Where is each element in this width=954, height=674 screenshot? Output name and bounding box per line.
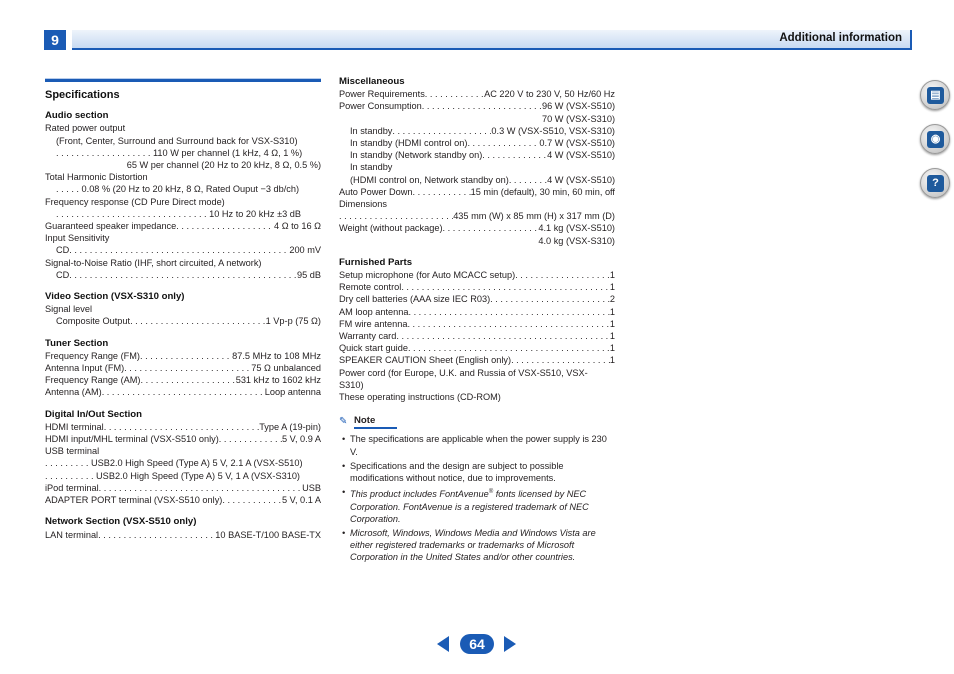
furnished-parts-heading: Furnished Parts [339, 256, 413, 268]
section-rule [45, 78, 321, 82]
spec-line: . . . . . . . . . . USB2.0 High Speed (Type A) 5 V, 1 A (VSX-S310) [45, 470, 300, 481]
spec-row: CD . . . 200 mV [45, 244, 321, 256]
receiver-icon[interactable]: ◉ [920, 124, 950, 154]
spec-row: HDMI input/MHL terminal (VSX-S510 only) . . . 5 V, 0.9 A [45, 433, 321, 445]
part-row: Remote control . . . 1 [339, 281, 615, 293]
part-row: Dry cell batteries (AAA size IEC R03) . . . 2 [339, 293, 615, 305]
network-section-heading: Network Section (VSX-S510 only) [45, 516, 197, 528]
spec-line: . . . . . . . . . . . . . . . . . . . 110 W per channel (1 kHz, 4 Ω, 1 %) [56, 147, 303, 158]
note-header [339, 415, 615, 429]
spec-row: Weight (without package) . . . 4.1 kg (VSX-S510) [339, 222, 615, 234]
spec-row: Power Consumption . . . 96 W (VSX-S510) [339, 100, 615, 112]
spec-line: 4.0 kg (VSX-S310) [538, 235, 615, 246]
part-row: SPEAKER CAUTION Sheet (English only) . . . 1 [339, 354, 615, 366]
header-title: Additional information [779, 32, 902, 44]
spec-line: USB terminal [45, 446, 100, 457]
contents-book-icon[interactable]: ▤ [920, 80, 950, 110]
spec-line: Frequency response (CD Pure Direct mode) [45, 196, 225, 207]
spec-row: In standby (Network standby on) . . . 4 W (VSX-S510) [339, 149, 615, 161]
part-row: Setup microphone (for Auto MCACC setup) . . . 1 [339, 269, 615, 281]
spec-line: Total Harmonic Distortion [45, 172, 148, 183]
spec-line: Rated power output [45, 123, 126, 134]
next-page-arrow-icon[interactable] [504, 636, 516, 652]
spec-row: . . . 435 mm (W) x 85 mm (H) x 317 mm (D) [339, 210, 615, 222]
spec-row: LAN terminal . . . 10 BASE-T/100 BASE-TX [45, 529, 321, 541]
chapter-number: 9 [44, 30, 66, 50]
digital-section-heading: Digital In/Out Section [45, 408, 143, 420]
part-row: Warranty card . . . 1 [339, 330, 615, 342]
spec-row: HDMI terminal . . . Type A (19-pin) [45, 421, 321, 433]
note-item: • Specifications and the design are subject to possible modifications without notice, due to improvements. [342, 460, 564, 484]
spec-row: Frequency Range (AM) . . . 531 kHz to 1602 kHz [45, 374, 321, 386]
spec-row: ADAPTER PORT terminal (VSX-S510 only) . . . 5 V, 0.1 A [45, 494, 321, 506]
pencil-icon: ✎ [339, 416, 348, 428]
spec-row: In standby . . . 0.3 W (VSX-S510, VSX-S310) [339, 125, 615, 137]
spec-line: Input Sensitivity [45, 233, 110, 244]
spec-line: 70 W (VSX-S310) [541, 113, 615, 124]
spec-line: In standby [350, 162, 393, 173]
left-column [45, 78, 321, 541]
spec-line: Power cord (for Europe, U.K. and Russia of VSX-S510, VSX- [339, 367, 588, 378]
spec-line: . . . . . 0.08 % (20 Hz to 20 kHz, 8 Ω, Rated Ouput −3 db/ch) [56, 184, 300, 195]
spec-row: Antenna (AM) . . . Loop antenna [45, 386, 321, 398]
part-row: FM wire antenna . . . 1 [339, 318, 615, 330]
header-band [72, 30, 912, 50]
remote-help-icon[interactable]: ? [920, 168, 950, 198]
spec-line: These operating instructions (CD-ROM) [339, 392, 501, 403]
video-section-heading: Video Section (VSX-S310 only) [45, 291, 185, 303]
misc-heading: Miscellaneous [339, 76, 405, 87]
part-row: Quick start guide . . . 1 [339, 342, 615, 354]
note-label: Note [354, 415, 397, 429]
spec-line: . . . . . . . . . USB2.0 High Speed (Type A) 5 V, 2.1 A (VSX-S510) [45, 458, 303, 469]
spec-row: iPod terminal . . . USB [45, 482, 321, 494]
spec-row: In standby (HDMI control on) . . . 0.7 W (VSX-S510) [339, 137, 615, 149]
spec-row: Auto Power Down . . . 15 min (default), 30 min, 60 min, off [339, 186, 615, 198]
spec-line: . . . . . . . . . . . . . . . . . . . . . . . . . . . . . . 10 Hz to 20 kHz ±3 dB [56, 208, 302, 219]
right-column [339, 76, 615, 566]
spec-line: S310) [339, 379, 364, 390]
spec-row: Power Requirements . . . AC 220 V to 230 V, 50 Hz/60 Hz [339, 88, 615, 100]
spec-line: Signal level [45, 304, 92, 315]
note-item: • Microsoft, Windows, Windows Media and Windows Vista are either registered trademarks or trademarks of Microsoft Corporation in the United States and/or other countries. [342, 527, 596, 563]
spec-line: Dimensions [339, 199, 387, 210]
spec-row: Guaranteed speaker impedance . . . 4 Ω to 16 Ω [45, 220, 321, 232]
page-number: 64 [460, 634, 494, 654]
spec-row: Composite Output . . . 1 Vp-p (75 Ω) [45, 315, 321, 327]
spec-line: Signal-to-Noise Ratio (IHF, short circuited, A network) [45, 257, 262, 268]
spec-row: Frequency Range (FM) . . . 87.5 MHz to 108 MHz [45, 350, 321, 362]
part-row: AM loop antenna . . . 1 [339, 306, 615, 318]
previous-page-arrow-icon[interactable] [437, 636, 449, 652]
audio-section-heading: Audio section [45, 110, 109, 122]
note-item: • The specifications are applicable when the power supply is 230 V. [342, 434, 607, 457]
tuner-section-heading: Tuner Section [45, 337, 109, 349]
spec-line: (Front, Center, Surround and Surround back for VSX-S310) [56, 135, 298, 146]
spec-line: 65 W per channel (20 Hz to 20 kHz, 8 Ω, 0.5 %) [126, 160, 321, 171]
spec-row: Antenna Input (FM) . . . 75 Ω unbalanced [45, 362, 321, 374]
note-item: • This product includes FontAvenue® fonts licensed by NEC Corporation. FontAvenue is a registered trademark of NEC Corporation. [342, 487, 589, 524]
spec-row: CD . . . 95 dB [45, 269, 321, 281]
specifications-title: Specifications [45, 89, 120, 101]
spec-row: (HDMI control on, Network standby on) . . . 4 W (VSX-S510) [339, 174, 615, 186]
